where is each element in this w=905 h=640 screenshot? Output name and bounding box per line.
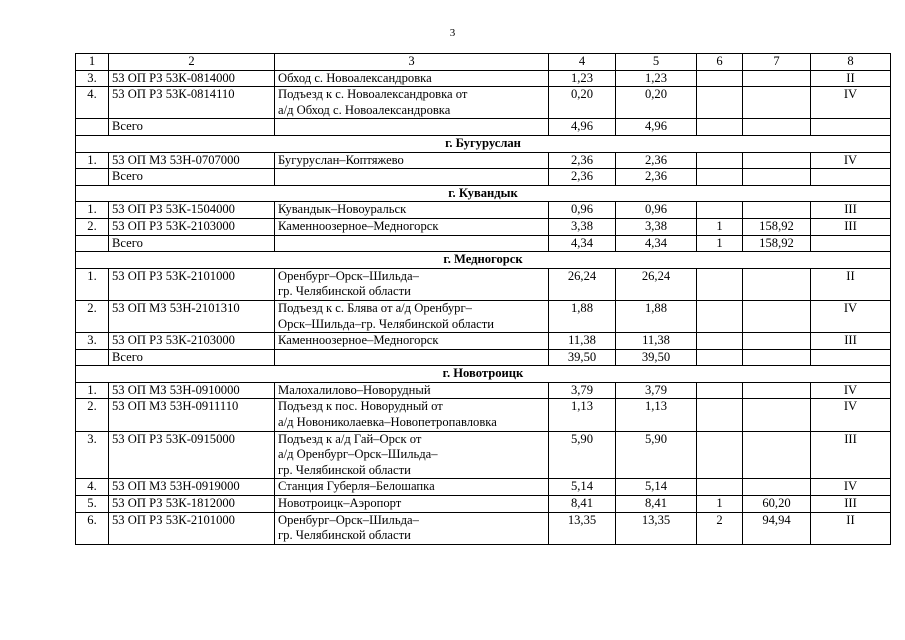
road-name-line: Оренбург–Орск–Шильда–	[278, 268, 419, 283]
section-header-row	[76, 185, 891, 202]
col6-value	[697, 479, 743, 496]
total-label: Всего	[109, 169, 275, 186]
road-name	[275, 218, 549, 235]
header-cell-6: 6	[697, 54, 743, 71]
road-name-line: Подъезд к а/д Гай–Орск от	[278, 431, 422, 446]
col7-value: 158,92	[743, 218, 811, 235]
road-category: III	[811, 431, 891, 479]
col7-value	[743, 152, 811, 169]
table-row	[76, 399, 891, 431]
road-name-line: Малохалилово–Новорудный	[278, 382, 431, 397]
road-id: 53 ОП РЗ 53К-0814000	[109, 70, 275, 87]
road-category: IV	[811, 479, 891, 496]
col6-value	[697, 349, 743, 366]
section-header-row	[76, 366, 891, 383]
col4-value: 1,88	[549, 300, 616, 332]
table-row	[76, 218, 891, 235]
col6-value	[697, 333, 743, 350]
road-name-line: а/д Новониколаевка–Новопетропавловка	[278, 415, 497, 430]
road-category: II	[811, 268, 891, 300]
row-number-cell	[76, 349, 109, 366]
total-row	[76, 169, 891, 186]
road-name	[275, 399, 549, 431]
road-name-line: гр. Челябинской области	[278, 284, 411, 299]
row-number: 1.	[76, 152, 109, 169]
road-name-line: Обход с. Новоалександровка	[278, 70, 432, 85]
road-name	[275, 512, 549, 544]
road-name-line: Новотроицк–Аэропорт	[278, 496, 402, 511]
section-title: г. Медногорск	[76, 252, 891, 269]
row-number-cell	[76, 235, 109, 252]
col8-value	[811, 349, 891, 366]
road-id: 53 ОП РЗ 53К-2101000	[109, 512, 275, 544]
road-name-line: Подъезд к с. Блява от а/д Оренбург–	[278, 300, 472, 315]
road-name	[275, 300, 549, 332]
row-number: 1.	[76, 202, 109, 219]
row-number: 3.	[76, 333, 109, 350]
col6-value	[697, 268, 743, 300]
col6-value: 1	[697, 496, 743, 513]
col5-value: 2,36	[616, 169, 697, 186]
road-name-line: гр. Челябинской области	[278, 528, 411, 543]
road-name	[275, 87, 549, 119]
road-category: III	[811, 202, 891, 219]
col6-value	[697, 382, 743, 399]
col7-value	[743, 479, 811, 496]
col5-value: 0,20	[616, 87, 697, 119]
row-number: 2.	[76, 399, 109, 431]
table-row	[76, 268, 891, 300]
road-name-line: Станция Губерля–Белошапка	[278, 479, 435, 494]
header-cell-7: 7	[743, 54, 811, 71]
road-category: III	[811, 496, 891, 513]
road-id: 53 ОП РЗ 53К-1504000	[109, 202, 275, 219]
col8-value	[811, 235, 891, 252]
row-number: 3.	[76, 431, 109, 479]
col7-value: 158,92	[743, 235, 811, 252]
total-row	[76, 119, 891, 136]
page-number: 3	[449, 27, 456, 39]
col4-value: 4,96	[549, 119, 616, 136]
road-id: 53 ОП МЗ 53Н-0910000	[109, 382, 275, 399]
col6-value	[697, 119, 743, 136]
col4-value: 13,35	[549, 512, 616, 544]
col4-value: 3,79	[549, 382, 616, 399]
table-row	[76, 479, 891, 496]
col6-value	[697, 399, 743, 431]
col7-value	[743, 333, 811, 350]
row-number: 2.	[76, 300, 109, 332]
col5-value: 1,13	[616, 399, 697, 431]
col5-value: 13,35	[616, 512, 697, 544]
row-number: 6.	[76, 512, 109, 544]
row-number: 3.	[76, 70, 109, 87]
col5-value: 1,88	[616, 300, 697, 332]
col6-value: 1	[697, 235, 743, 252]
table-row	[76, 87, 891, 119]
col6-value	[697, 300, 743, 332]
road-id: 53 ОП РЗ 53К-2103000	[109, 333, 275, 350]
total-label: Всего	[109, 235, 275, 252]
table-row	[76, 512, 891, 544]
road-id: 53 ОП РЗ 53К-0915000	[109, 431, 275, 479]
road-id: 53 ОП МЗ 53Н-2101310	[109, 300, 275, 332]
road-category: IV	[811, 382, 891, 399]
road-name	[275, 431, 549, 479]
table-body	[76, 54, 891, 545]
road-name-line: Кувандык–Новоуральск	[278, 202, 407, 217]
table-header-row	[76, 54, 891, 71]
col4-value: 0,20	[549, 87, 616, 119]
table-row	[76, 496, 891, 513]
road-category: II	[811, 512, 891, 544]
col7-value	[743, 382, 811, 399]
road-id: 53 ОП МЗ 53Н-0911110	[109, 399, 275, 431]
table-row	[76, 152, 891, 169]
col4-value: 1,23	[549, 70, 616, 87]
row-number: 1.	[76, 382, 109, 399]
row-number: 1.	[76, 268, 109, 300]
table-row	[76, 431, 891, 479]
road-name	[275, 333, 549, 350]
road-name-line: гр. Челябинской области	[278, 462, 411, 477]
road-name	[275, 479, 549, 496]
row-number-cell	[76, 169, 109, 186]
row-number: 2.	[76, 218, 109, 235]
col7-value	[743, 349, 811, 366]
road-name	[275, 152, 549, 169]
col8-value	[811, 169, 891, 186]
road-name-line: Каменноозерное–Медногорск	[278, 218, 439, 233]
road-name-line: Подъезд к пос. Новорудный от	[278, 399, 443, 414]
total-row	[76, 235, 891, 252]
col6-value	[697, 202, 743, 219]
section-title: г. Кувандык	[76, 185, 891, 202]
road-category: II	[811, 70, 891, 87]
col4-value: 5,90	[549, 431, 616, 479]
col6-value	[697, 70, 743, 87]
col7-value	[743, 431, 811, 479]
col6-value: 2	[697, 512, 743, 544]
table-row	[76, 300, 891, 332]
header-cell-8: 8	[811, 54, 891, 71]
col4-value: 5,14	[549, 479, 616, 496]
road-category: III	[811, 333, 891, 350]
col4-value: 1,13	[549, 399, 616, 431]
col5-value: 4,34	[616, 235, 697, 252]
road-category: III	[811, 218, 891, 235]
row-number: 5.	[76, 496, 109, 513]
col5-value: 1,23	[616, 70, 697, 87]
road-name-line: Каменноозерное–Медногорск	[278, 333, 439, 348]
col8-value	[811, 119, 891, 136]
col7-value	[743, 119, 811, 136]
section-title: г. Бугуруслан	[76, 135, 891, 152]
col6-value: 1	[697, 218, 743, 235]
row-number-cell	[76, 119, 109, 136]
col7-value: 94,94	[743, 512, 811, 544]
col7-value	[743, 399, 811, 431]
road-name	[275, 382, 549, 399]
col4-value: 26,24	[549, 268, 616, 300]
section-header-row	[76, 135, 891, 152]
section-title: г. Новотроицк	[76, 366, 891, 383]
col5-value: 4,96	[616, 119, 697, 136]
road-category: IV	[811, 87, 891, 119]
col5-value: 2,36	[616, 152, 697, 169]
col7-value	[743, 70, 811, 87]
col6-value	[697, 152, 743, 169]
col5-value: 3,79	[616, 382, 697, 399]
section-header-row	[76, 252, 891, 269]
road-name-cell	[275, 235, 549, 252]
col4-value: 8,41	[549, 496, 616, 513]
road-id: 53 ОП РЗ 53К-0814110	[109, 87, 275, 119]
col4-value: 11,38	[549, 333, 616, 350]
col6-value	[697, 87, 743, 119]
road-name-line: а/д Обход с. Новоалександровка	[278, 102, 451, 117]
table-row	[76, 202, 891, 219]
col7-value: 60,20	[743, 496, 811, 513]
col6-value	[697, 431, 743, 479]
col7-value	[743, 300, 811, 332]
road-name	[275, 70, 549, 87]
road-name-line: Оренбург–Орск–Шильда–	[278, 512, 419, 527]
col7-value	[743, 169, 811, 186]
row-number: 4.	[76, 479, 109, 496]
col5-value: 11,38	[616, 333, 697, 350]
col5-value: 8,41	[616, 496, 697, 513]
col7-value	[743, 87, 811, 119]
col4-value: 39,50	[549, 349, 616, 366]
road-name	[275, 202, 549, 219]
road-id: 53 ОП МЗ 53Н-0919000	[109, 479, 275, 496]
road-name-line: Бугуруслан–Коптяжево	[278, 152, 404, 167]
table-row	[76, 382, 891, 399]
col5-value: 5,90	[616, 431, 697, 479]
col4-value: 2,36	[549, 152, 616, 169]
table-row	[76, 70, 891, 87]
road-name	[275, 496, 549, 513]
road-name-cell	[275, 349, 549, 366]
col5-value: 26,24	[616, 268, 697, 300]
col4-value: 3,38	[549, 218, 616, 235]
header-cell-4: 4	[549, 54, 616, 71]
road-id: 53 ОП РЗ 53К-2103000	[109, 218, 275, 235]
col5-value: 3,38	[616, 218, 697, 235]
table-row	[76, 333, 891, 350]
total-label: Всего	[109, 349, 275, 366]
road-name-line: а/д Оренбург–Орск–Шильда–	[278, 447, 438, 462]
total-label: Всего	[109, 119, 275, 136]
row-number: 4.	[76, 87, 109, 119]
road-id: 53 ОП РЗ 53К-2101000	[109, 268, 275, 300]
road-category: IV	[811, 300, 891, 332]
header-cell-5: 5	[616, 54, 697, 71]
road-name-cell	[275, 169, 549, 186]
col5-value: 5,14	[616, 479, 697, 496]
col4-value: 0,96	[549, 202, 616, 219]
total-row	[76, 349, 891, 366]
col7-value	[743, 202, 811, 219]
road-name	[275, 268, 549, 300]
col5-value: 39,50	[616, 349, 697, 366]
col5-value: 0,96	[616, 202, 697, 219]
col7-value	[743, 268, 811, 300]
road-name-cell	[275, 119, 549, 136]
header-cell-2: 2	[109, 54, 275, 71]
col4-value: 2,36	[549, 169, 616, 186]
road-category: IV	[811, 399, 891, 431]
road-name-line: Подъезд к с. Новоалександровка от	[278, 87, 468, 102]
header-cell-1: 1	[76, 54, 109, 71]
road-name-line: Орск–Шильда–гр. Челябинской области	[278, 316, 495, 331]
col6-value	[697, 169, 743, 186]
road-id: 53 ОП РЗ 53К-1812000	[109, 496, 275, 513]
col4-value: 4,34	[549, 235, 616, 252]
header-cell-3: 3	[275, 54, 549, 71]
road-id: 53 ОП МЗ 53Н-0707000	[109, 152, 275, 169]
road-category: IV	[811, 152, 891, 169]
roads-table	[75, 53, 891, 545]
